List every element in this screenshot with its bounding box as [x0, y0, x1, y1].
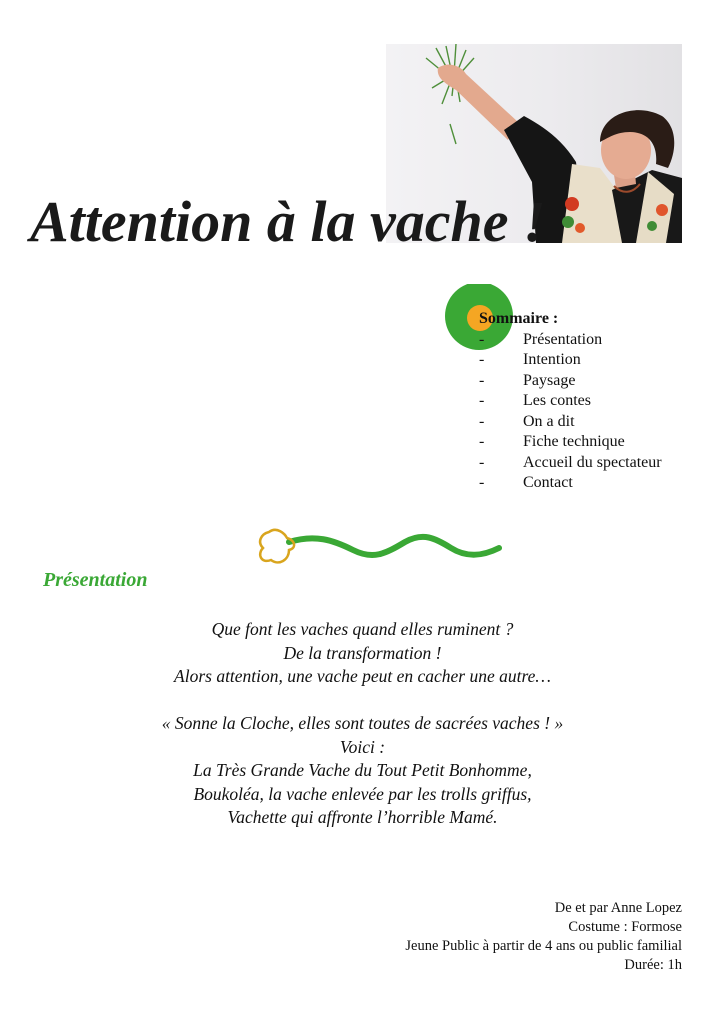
verse-line: Alors attention, une vache peut en cacher une autre… [174, 666, 551, 686]
green-wave-ornament-icon [255, 526, 505, 574]
presentation-text [0, 618, 725, 830]
toc-item-fiche-technique[interactable]: - Fiche technique [479, 433, 625, 450]
presentation-heading: Présentation [43, 569, 148, 591]
verse-line: « Sonne la Cloche, elles sont toutes de sacrées vaches ! » [161, 713, 564, 733]
verse-line: Voici : [339, 736, 386, 757]
toc-item-accueil-du-spectateur[interactable]: - Accueil du spectateur [479, 453, 662, 471]
toc-item-on-a-dit[interactable]: - On a dit [479, 412, 575, 430]
page-title: Attention à la vache ! [30, 189, 546, 254]
sommaire [479, 309, 662, 494]
toc-item-presentation[interactable]: - Présentation [479, 330, 603, 348]
toc-item-paysage[interactable]: - Paysage [479, 371, 576, 389]
credits [405, 899, 682, 975]
toc-item-les-contes[interactable]: - Les contes [479, 392, 591, 409]
verse-line: De la transformation ! [283, 642, 442, 663]
toc-item-intention[interactable]: - Intention [479, 351, 581, 368]
toc-item-contact[interactable]: - Contact [479, 474, 573, 491]
credit-duration: Durée: 1h [624, 957, 682, 973]
verse-line: La Très Grande Vache du Tout Petit Bonhomme, [193, 760, 532, 780]
verse-gap [0, 689, 725, 713]
credit-author: De et par Anne Lopez [554, 900, 682, 916]
credit-audience: Jeune Public à partir de 4 ans ou public familial [405, 938, 682, 954]
verse-line: Boukoléa, la vache enlevée par les trolls griffus, [193, 783, 532, 804]
verse-line: Que font les vaches quand elles ruminent ? [211, 619, 514, 639]
credit-costume: Costume : Formose [568, 919, 682, 935]
sommaire-heading: Sommaire : [479, 310, 559, 327]
verse-line: Vachette qui affronte l’horrible Mamé. [227, 807, 498, 827]
